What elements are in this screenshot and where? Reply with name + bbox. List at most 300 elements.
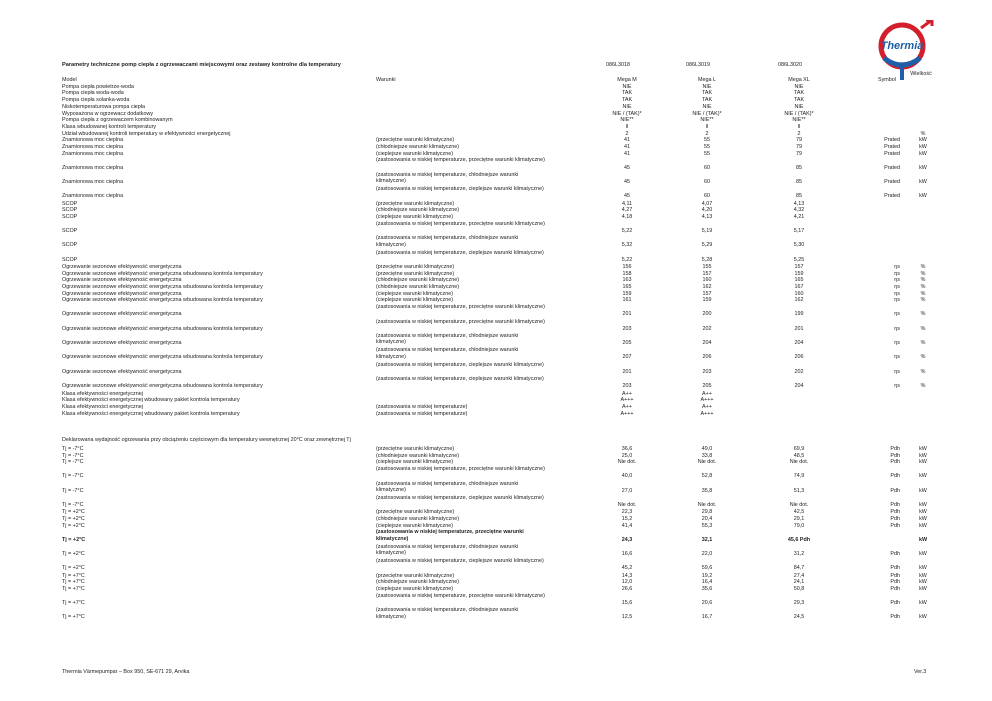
mega-l-cell: 206 <box>702 354 712 361</box>
mega-l-cell: 160 <box>702 277 712 284</box>
unit-cell: % <box>920 340 926 347</box>
table-row <box>0 397 992 404</box>
symbol-cell: ηs <box>894 383 900 390</box>
mega-xl-cell: 24,5 <box>793 614 805 621</box>
mega-m-cell: 161 <box>622 297 632 304</box>
mega-xl-cell: 159 <box>794 270 804 277</box>
code-l: 086L3019 <box>686 62 710 68</box>
table-row <box>0 97 992 104</box>
condition-cell: (zastosowania w niskiej temperaturze, przeciętne warunki klimatyczne) <box>376 220 545 227</box>
symbol-cell: Pdh <box>890 502 900 509</box>
unit-cell: % <box>920 311 926 318</box>
table-row <box>0 579 992 586</box>
param-cell: Tj = +2°C <box>62 509 85 516</box>
param-cell: Pompa ciepła powietrze-woda <box>62 83 134 90</box>
condition-cell: (chłodniejsze warunki klimatyczne) <box>376 452 459 459</box>
mega-xl-cell: 202 <box>794 368 804 375</box>
condition-cell: (przeciętne warunki klimatyczne) <box>376 200 455 207</box>
mega-l-cell: Mega L <box>698 77 716 83</box>
mega-l-cell: 202 <box>702 325 712 332</box>
code-xl: 086L3020 <box>778 62 802 68</box>
mega-l-cell: 2 <box>705 130 709 137</box>
unit-cell: kW <box>919 565 927 572</box>
unit-cell: kW <box>919 473 927 480</box>
param-cell: Tj = +2°C <box>62 550 85 557</box>
mega-xl-cell: TAK <box>793 90 805 97</box>
mega-xl-cell: 204 <box>794 340 804 347</box>
table-row <box>0 214 992 221</box>
mega-xl-cell: 5,17 <box>793 227 805 234</box>
mega-l-cell: 4,20 <box>701 207 713 214</box>
mega-l-cell: NIE** <box>700 117 714 124</box>
mega-l-cell: 55,3 <box>701 522 713 529</box>
condition-cell: (zastosowania w niskiej temperaturze, cieplejsze warunki klimatyczne) <box>376 361 544 368</box>
mega-m-cell: 158 <box>622 270 632 277</box>
symbol-cell: Pdh <box>890 487 900 494</box>
table-row <box>0 509 992 516</box>
mega-xl-cell: Nie dot. <box>789 502 809 509</box>
unit-cell: % <box>920 270 926 277</box>
mega-l-cell: NIE / (TAK)* <box>692 110 722 117</box>
condition-cell: (zastosowania w niskiej temperaturze, cieplejsze warunki klimatyczne) <box>376 376 544 383</box>
symbol-cell: Prated <box>884 144 900 150</box>
param-cell: Tj = +2°C <box>62 536 86 543</box>
mega-l-cell: 155 <box>702 263 712 270</box>
table-row <box>0 453 992 460</box>
mega-l-cell: 20,4 <box>701 516 713 522</box>
mega-m-cell: 205 <box>622 340 632 347</box>
mega-l-cell: 20,6 <box>701 599 713 606</box>
param-cell: Klasa efektywności energetycznej wbudowany pakiet kontrola temperatury <box>62 397 240 404</box>
mega-m-cell: 203 <box>622 325 632 332</box>
condition-cell: (cieplejsze warunki klimatyczne) <box>376 150 453 157</box>
mega-m-cell: 165 <box>622 284 632 290</box>
mega-m-cell: 22,3 <box>621 509 633 516</box>
param-cell: Pompa ciepła z ogrzewaczem kombinowanym <box>62 117 173 124</box>
symbol-cell: Pdh <box>890 459 900 466</box>
mega-m-cell: 41,4 <box>621 522 633 529</box>
condition-cell: (cieplejsze warunki klimatyczne) <box>376 459 453 466</box>
mega-xl-cell: 79 <box>796 137 802 144</box>
page-title: Parametry techniczne pomp ciepła z ogrzewaczami miejscowymi oraz zestawy kontrolne dla temperatury <box>62 62 341 68</box>
unit-cell: kW <box>919 502 927 509</box>
mega-xl-cell: II <box>797 123 801 130</box>
mega-m-cell: TAK <box>621 97 633 104</box>
table-row <box>0 221 992 235</box>
table-row <box>0 319 992 333</box>
table-row <box>0 495 992 509</box>
mega-xl-cell: 199 <box>794 311 804 318</box>
condition-cell: (cieplejsze warunki klimatyczne) <box>376 214 453 220</box>
table-row <box>0 362 992 376</box>
condition-cell: (przeciętne warunki klimatyczne) <box>376 446 455 452</box>
mega-m-cell: NIE <box>622 83 632 90</box>
table-row <box>0 544 992 558</box>
param-cell: Ogrzewanie sezonowe efektywność energetyczna wbudowana kontrola temperatury <box>62 354 263 361</box>
mega-l-cell: 33,8 <box>701 452 713 459</box>
param-cell: Pompa ciepła woda-woda <box>62 90 124 97</box>
unit-cell: % <box>920 290 926 297</box>
mega-m-cell: NIE / (TAK)* <box>612 110 642 117</box>
table-row <box>0 466 992 480</box>
condition-cell: (zastosowania w niskiej temperaturze, przeciętne warunki klimatyczne) <box>376 529 524 542</box>
mega-xl-cell: TAK <box>793 97 805 104</box>
table-row <box>0 250 992 264</box>
mega-m-cell: 45 <box>624 164 630 171</box>
footer-address: Thermia Värmepumpar – Box 950, SE-671 29, Arvika <box>62 669 190 675</box>
mega-m-cell: 163 <box>622 277 632 284</box>
mega-l-cell: 157 <box>702 270 712 277</box>
table-row <box>0 333 992 347</box>
condition-cell: Warunki <box>376 77 396 83</box>
table-row <box>0 284 992 291</box>
table-row <box>0 573 992 580</box>
mega-xl-cell: 45,6 Pdh <box>787 536 811 543</box>
mega-xl-cell: 74,9 <box>793 473 805 480</box>
mega-m-cell: II <box>625 123 629 130</box>
mega-l-cell: 55 <box>704 137 710 144</box>
mega-m-cell: NIE <box>622 103 632 110</box>
symbol-cell: Pdh <box>890 446 900 452</box>
mega-l-cell: NIE <box>702 103 712 110</box>
param-cell: Znamionowa moc cieplna <box>62 137 124 144</box>
mega-xl-cell: 4,13 <box>793 200 805 207</box>
param-cell: Ogrzewanie sezonowe efektywność energetyczna wbudowana kontrola temperatury <box>62 297 263 304</box>
table-row <box>0 151 992 158</box>
table-row <box>0 291 992 298</box>
unit-cell: kW <box>919 586 927 592</box>
mega-l-cell: 157 <box>702 290 712 297</box>
logo-text: Thermia <box>880 40 924 52</box>
symbol-cell: Pdh <box>890 614 900 621</box>
symbol-cell: Pdh <box>890 452 900 459</box>
symbol-cell: ηs <box>894 340 900 347</box>
table-row <box>0 529 992 543</box>
unit-cell: kW <box>919 137 927 144</box>
param-cell: SCOP <box>62 256 78 263</box>
unit-cell: % <box>920 130 926 137</box>
symbol-cell: Prated <box>884 150 900 157</box>
mega-l-cell: 162 <box>702 284 712 290</box>
table-row <box>0 277 992 284</box>
mega-xl-cell: 79 <box>796 150 802 157</box>
mega-m-cell: 24,3 <box>621 536 633 543</box>
mega-m-cell: 2 <box>625 130 629 137</box>
unit-cell: kW <box>919 193 927 200</box>
mega-m-cell: Mega M <box>617 77 637 83</box>
param-cell: Tj = -7°C <box>62 446 84 452</box>
mega-l-cell: 52,8 <box>701 473 713 480</box>
unit-cell: kW <box>919 522 927 529</box>
mega-l-cell: 4,13 <box>701 214 713 220</box>
table-row <box>0 376 992 390</box>
param-cell: Ogrzewanie sezonowe efektywność energetyczna <box>62 368 182 375</box>
mega-l-cell: 60 <box>704 178 710 185</box>
mega-l-cell: A+++ <box>700 397 714 404</box>
mega-m-cell: 27,0 <box>621 487 633 494</box>
table-row <box>0 186 992 200</box>
mega-m-cell: 207 <box>622 354 632 361</box>
mega-xl-cell: 162 <box>794 297 804 304</box>
condition-cell: (zastosowania w niskiej temperaturze, przeciętne warunki klimatyczne) <box>376 304 545 311</box>
mega-l-cell: 35,8 <box>701 487 713 494</box>
mega-l-cell: 32,1 <box>701 536 713 543</box>
condition-cell: (chłodniejsze warunki klimatyczne) <box>376 144 459 150</box>
param-cell: Tj = +2°C <box>62 565 85 572</box>
table-row <box>0 446 992 453</box>
mega-l-cell: TAK <box>701 97 713 104</box>
param-cell: Klasa efektywności energetycznej wbudowany pakiet kontrola temperatury <box>62 410 240 417</box>
mega-l-cell: 5,28 <box>701 256 713 263</box>
symbol-cell: ηs <box>894 277 900 284</box>
mega-xl-cell: NIE <box>794 83 804 90</box>
param-cell: Tj = -7°C <box>62 473 84 480</box>
mega-l-cell: 203 <box>702 368 712 375</box>
table-row <box>0 516 992 523</box>
mega-xl-cell: 85 <box>796 178 802 185</box>
table-row <box>0 90 992 97</box>
param-cell: Klasa wbudowanej kontroli temperatury <box>62 123 157 130</box>
condition-cell: (zastosowania w niskiej temperaturze) <box>376 403 468 410</box>
mega-m-cell: 4,27 <box>621 207 633 214</box>
mega-m-cell: 41 <box>624 144 630 150</box>
mega-xl-cell: 84,7 <box>793 565 805 572</box>
symbol-cell: Prated <box>884 178 900 185</box>
condition-cell: (zastosowania w niskiej temperaturze, cieplejsze warunki klimatyczne) <box>376 249 544 256</box>
mega-xl-cell: 5,25 <box>793 256 805 263</box>
symbol-cell: Pdh <box>890 586 900 592</box>
unit-cell: kW <box>919 150 927 157</box>
param-cell: Znamionowa moc cieplna <box>62 193 124 200</box>
condition-cell: (przeciętne warunki klimatyczne) <box>376 263 455 270</box>
symbol-cell: Pdh <box>890 599 900 606</box>
table-row <box>0 77 992 84</box>
condition-cell: (zastosowania w niskiej temperaturze, chłodniejsze warunki klimatyczne) <box>376 235 519 248</box>
mega-m-cell: 26,6 <box>621 586 633 592</box>
mega-l-cell: A++ <box>702 390 712 397</box>
unit-cell: % <box>920 368 926 375</box>
table-row <box>0 111 992 118</box>
condition-cell: (cieplejsze warunki klimatyczne) <box>376 297 453 304</box>
table-row <box>0 264 992 271</box>
condition-cell: (przeciętne warunki klimatyczne) <box>376 270 455 277</box>
mega-xl-cell: 51,3 <box>793 487 805 494</box>
unit-cell: kW <box>919 144 927 150</box>
param-cell: Ogrzewanie sezonowe efektywność energetyczna wbudowana kontrola temperatury <box>62 383 263 390</box>
mega-l-cell: 29,8 <box>701 509 713 516</box>
mega-xl-cell: 42,5 <box>793 509 805 516</box>
unit-cell: % <box>920 325 926 332</box>
condition-cell: (zastosowania w niskiej temperaturze, cieplejsze warunki klimatyczne) <box>376 494 544 501</box>
section-title: Deklarowana wydajność ogrzewania przy obciążeniu częściowym dla temperatury wewnętrznej 20°C oraz zewnętrznej Tj <box>62 437 351 443</box>
condition-cell: (zastosowania w niskiej temperaturze, przeciętne warunki klimatyczne) <box>376 466 545 473</box>
unit-cell: kW <box>919 516 927 522</box>
mega-xl-cell: 2 <box>797 130 801 137</box>
table-row <box>0 271 992 278</box>
mega-l-cell: 60 <box>704 164 710 171</box>
mega-l-cell: 19,2 <box>701 572 713 579</box>
mega-l-cell: 5,29 <box>701 242 713 249</box>
param-cell: SCOP <box>62 200 78 207</box>
unit-cell: kW <box>919 509 927 516</box>
mega-xl-cell: 167 <box>794 284 804 290</box>
mega-m-cell: Nie dot. <box>617 502 637 509</box>
param-cell: Ogrzewanie sezonowe efektywność energetyczna <box>62 340 182 347</box>
param-cell: Niskotemperaturowa pompa ciepła <box>62 103 145 110</box>
param-cell: Znamionowa moc cieplna <box>62 178 124 185</box>
unit-cell: kW <box>919 446 927 452</box>
param-cell: Ogrzewanie sezonowe efektywność energetyczna <box>62 311 182 318</box>
header-symbol: Symbol <box>878 77 896 83</box>
mega-m-cell: 45 <box>624 178 630 185</box>
unit-cell: kW <box>919 614 927 621</box>
mega-xl-cell: 29,1 <box>793 516 805 522</box>
param-cell: Tj = -7°C <box>62 502 84 509</box>
mega-l-cell: 204 <box>702 340 712 347</box>
symbol-cell: ηs <box>894 290 900 297</box>
param-cell: Model <box>62 77 77 83</box>
mega-xl-cell: Mega XL <box>788 77 810 83</box>
symbol-cell: ηs <box>894 270 900 277</box>
symbol-cell: ηs <box>894 311 900 318</box>
table-row <box>0 558 992 572</box>
condition-cell: (przeciętne warunki klimatyczne) <box>376 572 455 579</box>
unit-cell: kW <box>919 599 927 606</box>
table-row <box>0 157 992 171</box>
mega-xl-cell: NIE <box>794 103 804 110</box>
footer-version: Ver.3 <box>914 669 927 675</box>
condition-cell: (zastosowania w niskiej temperaturze, chłodniejsze warunki klimatyczne) <box>376 607 519 620</box>
mega-xl-cell: NIE / (TAK)* <box>784 110 814 117</box>
table-row <box>0 411 992 418</box>
mega-m-cell: 201 <box>622 368 632 375</box>
param-cell: Ogrzewanie sezonowe efektywność energetyczna wbudowana kontrola temperatury <box>62 284 263 290</box>
mega-m-cell: 203 <box>622 383 632 390</box>
condition-cell: (chłodniejsze warunki klimatyczne) <box>376 277 459 284</box>
condition-cell: (zastosowania w niskiej temperaturze, chłodniejsze warunki klimatyczne) <box>376 332 519 346</box>
param-cell: Wyposażona w ogrzewacz dodatkowy <box>62 110 154 117</box>
mega-m-cell: Nie dot. <box>617 459 637 466</box>
symbol-cell: Pdh <box>890 572 900 579</box>
mega-l-cell: A++ <box>702 403 712 410</box>
condition-cell: (cieplejsze warunki klimatyczne) <box>376 522 453 529</box>
mega-l-cell: 16,7 <box>701 614 713 621</box>
unit-cell: kW <box>919 572 927 579</box>
symbol-cell: Pdh <box>890 579 900 586</box>
table-row <box>0 137 992 144</box>
param-cell: Znamionowa moc cieplna <box>62 164 124 171</box>
unit-cell: kW <box>918 536 928 543</box>
mega-l-cell: 59,6 <box>701 565 713 572</box>
table-row <box>0 84 992 91</box>
table-row <box>0 235 992 249</box>
param-cell: Tj = -7°C <box>62 459 84 466</box>
mega-m-cell: 156 <box>622 263 632 270</box>
table-row <box>0 593 992 607</box>
table-row <box>0 104 992 111</box>
mega-l-cell: 205 <box>702 383 712 390</box>
mega-xl-cell: 85 <box>796 193 802 200</box>
mega-m-cell: 201 <box>622 311 632 318</box>
table-row <box>0 347 992 361</box>
symbol-cell: Pdh <box>890 550 900 557</box>
unit-cell: kW <box>919 550 927 557</box>
unit-cell: kW <box>919 579 927 586</box>
mega-l-cell: 22,0 <box>701 550 713 557</box>
mega-xl-cell: NIE** <box>792 117 806 124</box>
condition-cell: (zastosowania w niskiej temperaturze, chłodniejsze warunki klimatyczne) <box>376 543 519 557</box>
table-row <box>0 586 992 593</box>
condition-cell: (zastosowania w niskiej temperaturze) <box>376 410 468 417</box>
mega-xl-cell: 85 <box>796 164 802 171</box>
mega-m-cell: 5,22 <box>621 227 633 234</box>
condition-cell: (przeciętne warunki klimatyczne) <box>376 137 455 144</box>
condition-cell: (zastosowania w niskiej temperaturze, przeciętne warunki klimatyczne) <box>376 157 545 164</box>
mega-m-cell: 36,6 <box>621 446 633 452</box>
table-row <box>0 207 992 214</box>
table-row <box>0 124 992 131</box>
unit-cell: % <box>920 297 926 304</box>
param-cell: Tj = +7°C <box>62 572 85 579</box>
condition-cell: (zastosowania w niskiej temperaturze, chłodniejsze warunki klimatyczne) <box>376 171 519 185</box>
symbol-cell: Pdh <box>890 516 900 522</box>
mega-l-cell: 159 <box>702 297 712 304</box>
unit-cell: % <box>920 383 926 390</box>
mega-l-cell: TAK <box>701 90 713 97</box>
param-cell: Ogrzewanie sezonowe efektywność energetyczna wbudowana kontrola temperatury <box>62 270 263 277</box>
condition-cell: (zastosowania w niskiej temperaturze, chłodniejsze warunki klimatyczne) <box>376 480 519 493</box>
symbol-cell: Pdh <box>890 565 900 572</box>
mega-m-cell: A++ <box>622 403 632 410</box>
mega-l-cell: 35,6 <box>701 586 713 592</box>
param-cell: Tj = +7°C <box>62 586 85 592</box>
condition-cell: (przeciętne warunki klimatyczne) <box>376 509 455 516</box>
table-row <box>0 201 992 208</box>
mega-m-cell: 12,0 <box>621 579 633 586</box>
mega-xl-cell: 5,30 <box>793 242 805 249</box>
symbol-cell: ηs <box>894 263 900 270</box>
mega-m-cell: 5,32 <box>621 242 633 249</box>
mega-m-cell: 45 <box>624 193 630 200</box>
table-row <box>0 404 992 411</box>
table-row <box>0 459 992 466</box>
mega-xl-cell: 27,4 <box>793 572 805 579</box>
mega-xl-cell: Nie dot. <box>789 459 809 466</box>
unit-cell: % <box>920 277 926 284</box>
symbol-cell: ηs <box>894 354 900 361</box>
param-cell: Tj = +7°C <box>62 599 85 606</box>
mega-xl-cell: 4,32 <box>793 207 805 214</box>
unit-cell: kW <box>919 178 927 185</box>
mega-m-cell: 12,5 <box>621 614 633 621</box>
condition-cell: (zastosowania w niskiej temperaturze, chłodniejsze warunki klimatyczne) <box>376 347 519 360</box>
symbol-cell: ηs <box>894 284 900 290</box>
mega-l-cell: Nie dot. <box>697 502 717 509</box>
param-cell: Tj = +2°C <box>62 522 85 529</box>
table-row <box>0 607 992 621</box>
condition-cell: (cieplejsze warunki klimatyczne) <box>376 290 453 297</box>
param-cell: SCOP <box>62 207 78 214</box>
mega-m-cell: 41 <box>624 150 630 157</box>
symbol-cell: Pdh <box>890 473 900 480</box>
mega-m-cell: 5,22 <box>621 256 633 263</box>
table-row <box>0 297 992 304</box>
symbol-cell: Prated <box>884 137 900 144</box>
mega-m-cell: 16,6 <box>621 550 633 557</box>
mega-l-cell: Nie dot. <box>697 459 717 466</box>
param-cell: Klasa efektywności energetycznej <box>62 390 143 397</box>
param-cell: Ogrzewanie sezonowe efektywność energetyczna <box>62 277 182 284</box>
